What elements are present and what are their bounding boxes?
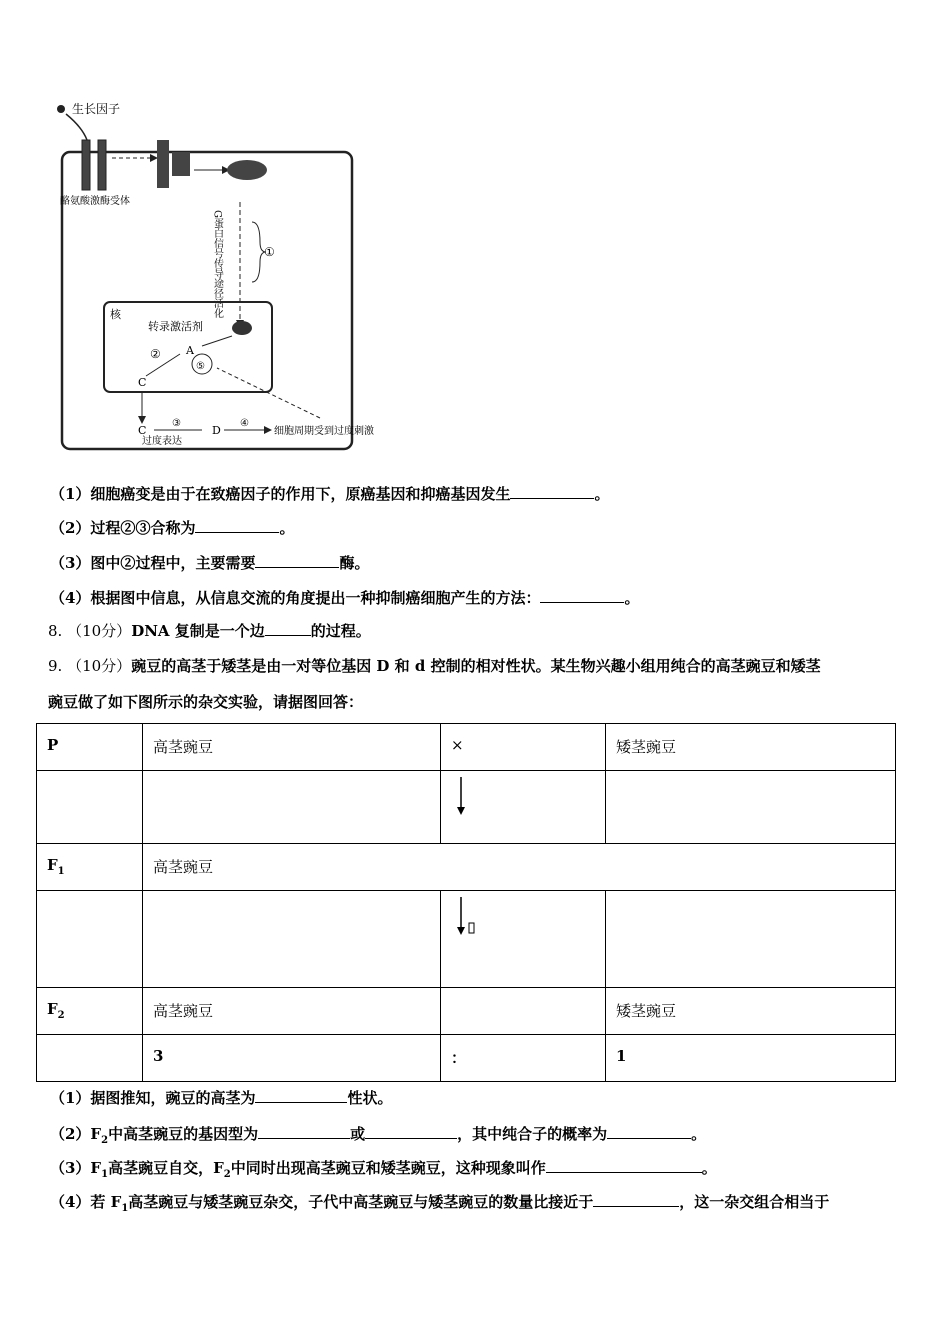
step2-label: ② [150,347,161,361]
answer-blank[interactable] [593,1192,679,1207]
p-tall: 高茎豌豆 [153,738,214,756]
qa4-text: （4）根据图中信息，从信息交流的角度提出一种抑制癌细胞产生的方法： [50,589,541,607]
factor-label: 生长因子 [72,102,121,116]
question-a2 [50,518,294,538]
gprotein-icon [157,140,190,188]
question-b3: $(3)F_1$高茎豌豆自交，$F_2$中同时出现高茎豌豆和矮茎豌豆，这种现象叫作 。 [50,1159,717,1180]
step4-label: ④ [240,418,249,429]
qa2-text: （2）过程②③合称为 [50,519,196,537]
selfing-arrow-icon [451,891,481,941]
question-8: 8. （10分）DNA 复制是一个边 的过程。 [48,622,371,640]
answer-blank[interactable] [265,621,311,636]
qa3-text: （3）图中②过程中，主要需要 [50,554,256,572]
step3-label: ③ [172,418,181,429]
p-label: P [47,736,59,754]
f2-short: 矮茎豌豆 [616,1002,677,1020]
question-a3 [50,553,369,573]
question-b4: （4）若 $F_1$高茎豌豆与矮茎豌豆杂交，子代中高茎豌豆与矮茎豌豆的数量比接近于 ，这一杂交组合相当于 [50,1193,830,1214]
pathway-label: G蛋白信号传导途径活化 [211,210,223,318]
gprotein2-icon [227,160,267,180]
f1-tall: 高茎豌豆 [153,858,214,876]
qa2-tail: 。 [279,519,295,537]
cellcycle-label: 细胞周期受到过度刺激 [274,426,374,437]
answer-blank[interactable] [255,553,339,568]
qa4-tail: 。 [624,589,640,607]
cross-table [36,723,896,1082]
down-arrow-icon [451,771,471,821]
nucleus-label: 核 [110,308,121,321]
ratio-b: 1 [616,1047,627,1065]
ratio-sep: ： [451,1049,467,1067]
question-a4 [50,588,639,608]
answer-blank[interactable] [607,1124,691,1139]
receptor-icon [82,140,106,190]
answer-blank[interactable] [546,1158,702,1173]
question-b2: $(2)F_2$中高茎豌豆的基因型为 或 ，其中纯合子的概率为 。 [50,1125,707,1146]
D-label: D [212,424,221,437]
step1-label: ① [264,245,275,259]
p-short: 矮茎豌豆 [616,738,677,756]
answer-blank[interactable] [510,484,594,499]
answer-blank[interactable] [540,588,624,603]
answer-blank[interactable] [365,1124,457,1139]
f2-tall: 高茎豌豆 [153,1002,214,1020]
question-a1 [50,484,609,504]
qa1-tail: 。 [594,485,610,503]
question-9-line2: 豌豆做了如下图所示的杂交实验，请据图回答： [48,693,364,711]
qa3-tail: 酶。 [339,554,370,572]
ratio-a: 3 [153,1047,164,1065]
overexpress-label: 过度表达 [142,436,182,447]
A-label: A [186,344,194,357]
C-label-top: C [138,376,147,389]
pathway-diagram [52,92,382,464]
answer-blank[interactable] [258,1124,350,1139]
f2-label: $F_2$ [47,1000,65,1021]
factor-dot [57,105,65,113]
answer-blank[interactable] [195,518,279,533]
step5-label: ⑤ [196,361,205,372]
cross-symbol: × [451,736,464,754]
question-b1: （1）据图推知，豌豆的高茎为 性状。 [50,1089,393,1107]
receptor-label: 酪氨酸激酶受体 [60,196,130,207]
question-9: 9. （10分）豌豆的高茎于矮茎是由一对等位基因 D 和 d 控制的相对性状。某生物兴趣小组用纯合的高茎豌豆和矮茎 [48,657,821,675]
answer-blank[interactable] [255,1088,347,1103]
C-label: C [138,424,147,437]
f1-label: $F_1$ [47,856,65,877]
activator-label: 转录激活剂 [148,320,203,333]
qa1-text: （1）细胞癌变是由于在致癌因子的作用下，原癌基因和抑癌基因发生 [50,485,511,503]
activator-icon [232,321,252,335]
signal-pathway-figure [52,92,382,464]
